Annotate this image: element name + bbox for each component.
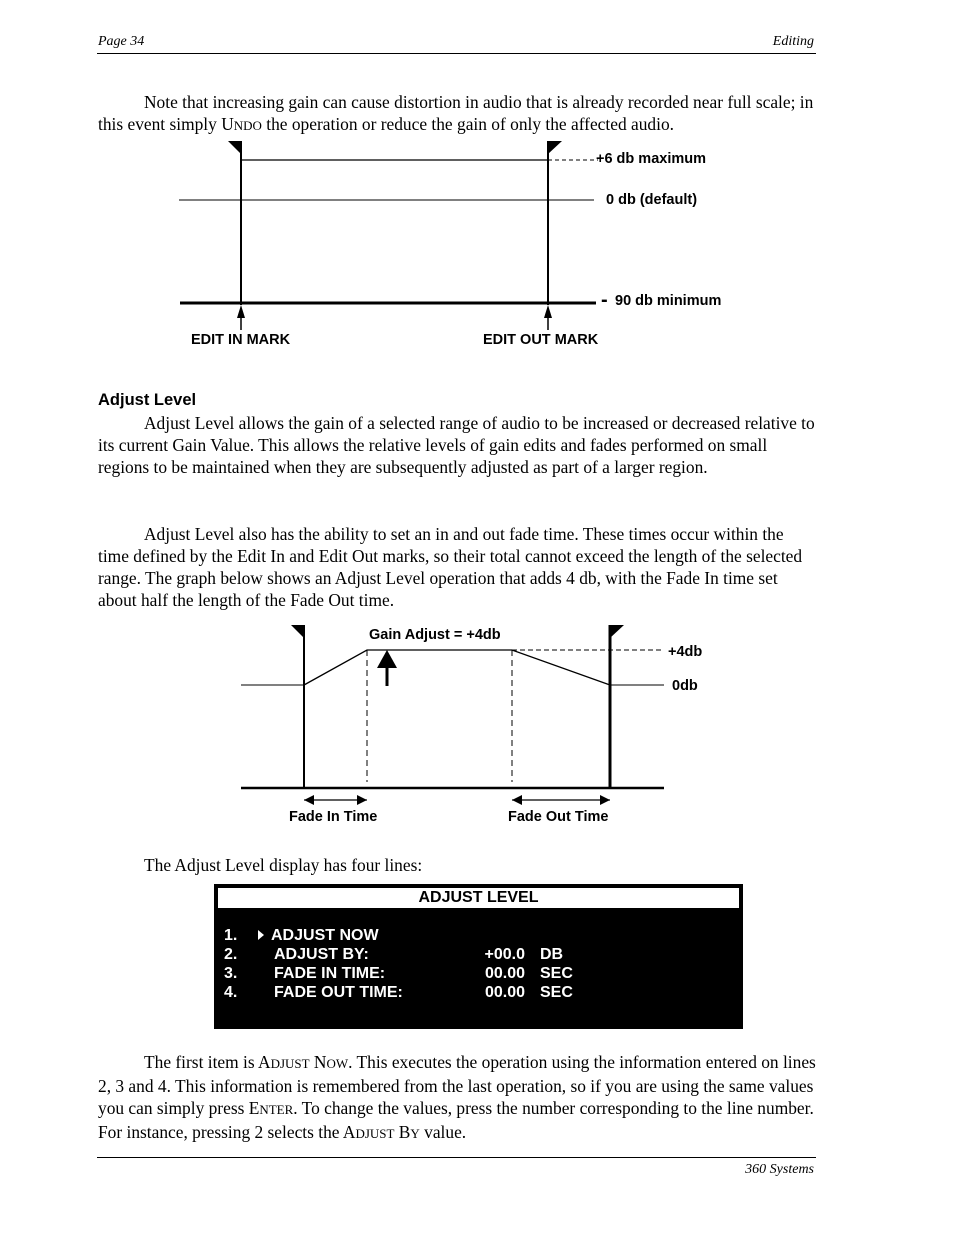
line-number: 3.: [224, 965, 238, 982]
line-unit: SEC: [540, 965, 573, 982]
fade-out-label: Fade Out Time: [508, 809, 609, 825]
line-value: 00.00: [484, 984, 525, 1001]
zero-label: 0db: [672, 678, 698, 694]
arrow-left-icon: [512, 795, 522, 805]
adjust-level-display: [214, 884, 743, 1029]
display-title: ADJUST LEVEL: [218, 888, 739, 908]
line-number: 1.: [224, 927, 238, 944]
line-unit: DB: [540, 946, 564, 963]
edit-out-label: EDIT OUT MARK: [483, 332, 599, 348]
line-label: FADE OUT TIME:: [274, 984, 403, 1001]
edit-out-flag-icon: [610, 625, 624, 638]
footer-company: 360 Systems: [745, 1162, 814, 1177]
arrow-up-icon: [377, 650, 397, 668]
line-unit: SEC: [540, 984, 573, 1001]
page-number: Page 34: [98, 34, 145, 49]
min-label: 90 db minimum: [615, 293, 722, 309]
default-label: 0 db (default): [606, 192, 698, 208]
fade-in-label: Fade In Time: [289, 809, 378, 825]
line-value: +00.0: [484, 946, 525, 963]
arrow-left-icon: [304, 795, 314, 805]
final-paragraph: The first item is ADJUST NOW. This executes the operation using the information entered on lines 2, 3 and 4. This information is remembered from the last operation, so if you are using the same values you can simply press ENTER. To change the values, press the number corresponding to the line number. For instance, pressing 2 selects the ADJUST BY value.: [98, 1052, 816, 1142]
adjust-level-paragraph-2: Adjust Level also has the ability to set an in and out fade time. These times occur within the time defined by the Edit In and Edit Out marks, so their total cannot exceed the length of the selected range. The graph below shows an Adjust Level operation that adds 4 db, with the Fade In time set about half the length of the Fade Out time.: [98, 524, 803, 610]
plus4-label: +4db: [668, 644, 703, 660]
arrow-right-icon: [357, 795, 367, 805]
min-dash: -: [601, 289, 608, 311]
max-label: +6 db maximum: [596, 151, 706, 167]
cursor-arrow-icon: [258, 930, 264, 940]
line-label: ADJUST BY:: [274, 946, 369, 963]
line-label: ADJUST NOW: [271, 927, 379, 944]
section-heading: Adjust Level: [98, 391, 197, 409]
line-label: FADE IN TIME:: [274, 965, 386, 982]
adjust-level-paragraph-1: Adjust Level allows the gain of a selected range of audio to be increased or decreased relative to its current Gain Value. This allows the relative levels of gain edits and fades performed on small regions to be maintained when they are subsequently adjusted as part of a larger region.: [98, 413, 815, 477]
gain-envelope: [304, 650, 610, 685]
line-number: 4.: [224, 984, 238, 1001]
intro-paragraph: Note that increasing gain can cause distortion in audio that is already recorded near full scale; in this event simply UNDO the operation or reduce the gain of only the affected audio.: [98, 92, 814, 134]
edit-in-flag-icon: [291, 625, 304, 638]
arrow-right-icon: [600, 795, 610, 805]
gain-adjust-label: Gain Adjust = +4db: [369, 627, 501, 643]
footer-rule: [97, 1157, 816, 1158]
line-value: 00.00: [484, 965, 525, 982]
section-title: Editing: [772, 34, 814, 49]
display-intro: The Adjust Level display has four lines:: [144, 855, 423, 875]
line-number: 2.: [224, 946, 238, 963]
edit-in-label: EDIT IN MARK: [191, 332, 291, 348]
